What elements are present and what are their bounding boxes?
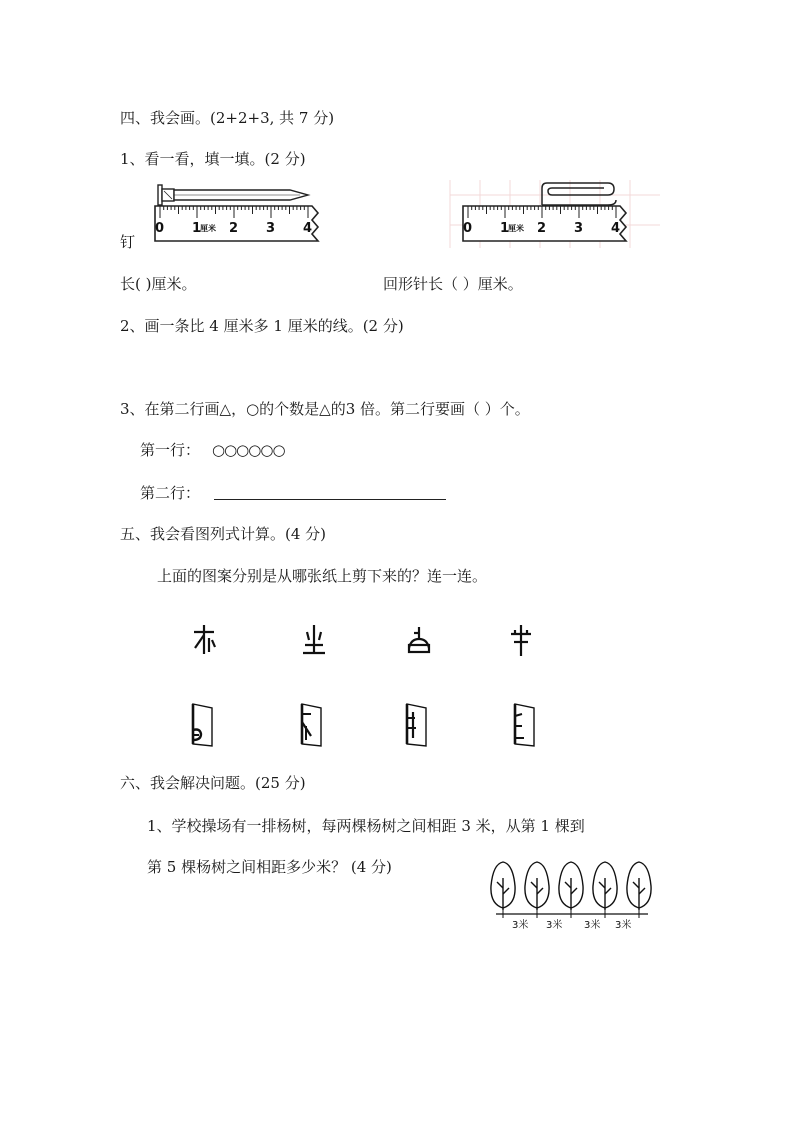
left-ruler-tick-4: 4: [303, 221, 313, 236]
right-ruler-tick-0: 0: [463, 221, 473, 236]
tree-icon: [593, 862, 617, 910]
pattern-1[interactable]: [190, 622, 218, 660]
gap-label-4: 3米: [615, 920, 632, 931]
row2-label: 第二行：: [140, 484, 201, 502]
folded-paper-4[interactable]: [510, 702, 538, 748]
gap-label-3: 3米: [584, 920, 601, 931]
clip-label: 回形针长（ ）厘米。: [383, 275, 523, 293]
paperclip-illustration: [542, 183, 616, 205]
right-ruler: [463, 183, 626, 241]
pattern-3[interactable]: [405, 622, 433, 660]
section4-title: 四、我会画。(2+2+3, 共 7 分): [120, 109, 335, 127]
section6-q1-line1: 1、学校操场有一排杨树，每两棵杨树之间相距 3 米，从第 1 棵到: [147, 817, 585, 835]
gap-label-1: 3米: [512, 920, 529, 931]
right-ruler-tick-3: 3: [574, 221, 584, 236]
tree-icon: [525, 862, 549, 910]
row1-circles: ○○○○○○: [212, 441, 285, 459]
pattern-4[interactable]: [507, 622, 535, 660]
left-ruler-tick-2: 2: [229, 221, 239, 236]
row1-label: 第一行：: [140, 441, 201, 459]
section6-title: 六、我会解决问题。(25 分): [120, 774, 306, 792]
right-ruler-tick-1: 1: [500, 221, 510, 236]
ruler-figure: [150, 180, 660, 248]
folded-paper-2[interactable]: [297, 702, 325, 748]
nail-label-part2: 长( )厘米。: [120, 275, 197, 293]
nail-illustration: [158, 185, 308, 205]
nail-label-part1: 钉: [120, 233, 136, 251]
gap-label-2: 3米: [546, 920, 563, 931]
row2-answer-line[interactable]: [214, 499, 446, 500]
left-ruler-tick-1: 1: [192, 221, 202, 236]
q3-title: 3、在第二行画△，○的个数是△的3 倍。第二行要画（ ）个。: [120, 400, 530, 418]
section5-instruction: 上面的图案分别是从哪张纸上剪下来的？连一连。: [157, 567, 488, 585]
tree-icon: [491, 862, 515, 910]
left-ruler-tick-0: 0: [155, 221, 165, 236]
folded-paper-3[interactable]: [402, 702, 430, 748]
folded-paper-1[interactable]: [188, 702, 216, 748]
tree-icon: [559, 862, 583, 910]
q1-title: 1、看一看，填一填。(2 分): [120, 150, 306, 168]
q2-title: 2、画一条比 4 厘米多 1 厘米的线。(2 分): [120, 317, 404, 335]
left-ruler-tick-3: 3: [266, 221, 276, 236]
right-ruler-tick-2: 2: [537, 221, 547, 236]
section6-q1-line2: 第 5 棵杨树之间相距多少米？ (4 分): [147, 858, 392, 876]
left-ruler-unit: 厘米: [200, 224, 216, 233]
trees-illustration: [488, 858, 660, 934]
right-ruler-tick-4: 4: [611, 221, 621, 236]
section5-title: 五、我会看图列式计算。(4 分): [120, 525, 327, 543]
left-ruler: [155, 185, 318, 241]
right-ruler-unit: 厘米: [508, 224, 524, 233]
tree-icon: [627, 862, 651, 910]
pattern-2[interactable]: [300, 622, 328, 660]
